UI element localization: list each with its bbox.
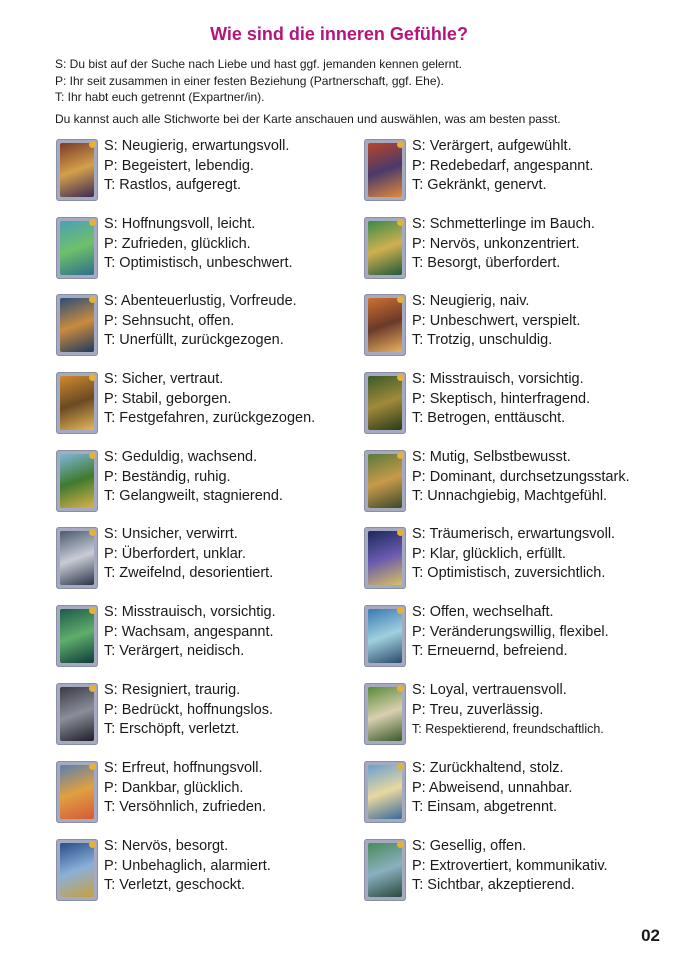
s-text: S: Neugierig, erwartungsvoll.: [104, 138, 290, 154]
p-text: P: Bedrückt, hoffnungslos.: [104, 701, 274, 718]
card-image: [364, 761, 406, 823]
card-left-9: [56, 759, 266, 823]
card-image: [364, 683, 406, 745]
s-text: S: Misstrauisch, vorsichtig.: [104, 604, 276, 620]
s-text: S: Geduldig, wachsend.: [104, 449, 258, 465]
card-image: [56, 139, 98, 201]
p-text: P: Begeistert, lebendig.: [104, 157, 254, 174]
intro-text: Du kannst auch alle Stichworte bei der Karte anschauen und auswählen, was am besten passt.: [55, 112, 561, 126]
p-text: P: Extrovertiert, kommunikativ.: [412, 857, 608, 874]
p-text: P: Nervös, unkonzentriert.: [412, 235, 580, 252]
s-text: S: Neugierig, naiv.: [412, 293, 530, 309]
card-image: [56, 217, 98, 279]
s-text: S: Misstrauisch, vorsichtig.: [412, 371, 584, 387]
p-text: P: Beständig, ruhig.: [104, 468, 231, 485]
p-text: P: Treu, zuverlässig.: [412, 701, 544, 718]
s-text: S: Unsicher, verwirrt.: [104, 526, 238, 542]
s-text: S: Abenteuerlustig, Vorfreude.: [104, 293, 297, 309]
t-text: T: Optimistisch, unbeschwert.: [104, 255, 293, 271]
t-text: T: Versöhnlich, zufrieden.: [104, 799, 267, 815]
t-text: T: Sichtbar, akzeptierend.: [412, 877, 575, 893]
card-image: [364, 294, 406, 356]
t-text: T: Einsam, abgetrennt.: [412, 799, 558, 815]
card-image: [56, 839, 98, 901]
card-left-3: [56, 292, 297, 356]
card-left-7: [56, 603, 276, 667]
card-right-5: [364, 448, 630, 512]
card-image: [56, 294, 98, 356]
card-right-4: [364, 370, 590, 434]
p-text: P: Stabil, geborgen.: [104, 390, 232, 407]
card-image: [364, 217, 406, 279]
s-text: S: Gesellig, offen.: [412, 838, 527, 854]
s-text: S: Schmetterlinge im Bauch.: [412, 216, 595, 232]
s-text: S: Loyal, vertrauensvoll.: [412, 682, 567, 698]
card-right-7: [364, 603, 609, 667]
card-left-1: [56, 137, 289, 201]
t-text: T: Erneuernd, befreiend.: [412, 643, 568, 659]
s-text: S: Nervös, besorgt.: [104, 838, 229, 854]
s-text: S: Offen, wechselhaft.: [412, 604, 554, 620]
s-text: S: Träumerisch, erwartungsvoll.: [412, 526, 616, 542]
p-text: P: Dankbar, glücklich.: [104, 779, 244, 796]
card-right-10: [364, 837, 608, 901]
card-right-3: [364, 292, 580, 356]
t-text: T: Rastlos, aufgeregt.: [104, 177, 242, 193]
card-image: [56, 605, 98, 667]
card-image: [364, 450, 406, 512]
card-image: [56, 683, 98, 745]
t-text: T: Respektierend, freundschaftlich.: [412, 722, 604, 736]
legend: [55, 56, 462, 106]
p-text: P: Sehnsucht, offen.: [104, 312, 235, 329]
t-text: T: Betrogen, enttäuscht.: [412, 410, 566, 426]
card-image: [364, 139, 406, 201]
t-text: T: Besorgt, überfordert.: [412, 255, 561, 271]
card-right-1: [364, 137, 593, 201]
t-text: T: Unnachgiebig, Machtgefühl.: [412, 488, 608, 504]
s-text: S: Erfreut, hoffnungsvoll.: [104, 760, 263, 776]
card-left-2: [56, 215, 293, 279]
p-text: P: Klar, glücklich, erfüllt.: [412, 545, 566, 562]
t-text: T: Zweifelnd, desorientiert.: [104, 565, 274, 581]
t-text: T: Verärgert, neidisch.: [104, 643, 245, 659]
t-text: T: Verletzt, geschockt.: [104, 877, 246, 893]
p-text: P: Abweisend, unnahbar.: [412, 779, 573, 796]
p-text: P: Zufrieden, glücklich.: [104, 235, 251, 252]
legend-partnership: P: Ihr seit zusammen in einer festen Beziehung (Partnerschaft, ggf. Ehe).: [55, 73, 444, 88]
page-title: Wie sind die inneren Gefühle?: [210, 24, 468, 44]
s-text: S: Verärgert, aufgewühlt.: [412, 138, 572, 154]
t-text: T: Festgefahren, zurückgezogen.: [104, 410, 316, 426]
s-text: S: Hoffnungsvoll, leicht.: [104, 216, 256, 232]
s-text: S: Zurückhaltend, stolz.: [412, 760, 564, 776]
legend-separated: T: Ihr habt euch getrennt (Expartner/in).: [55, 90, 265, 104]
card-left-4: [56, 370, 315, 434]
card-right-6: [364, 525, 615, 589]
card-image: [56, 450, 98, 512]
card-image: [364, 372, 406, 434]
card-right-9: [364, 759, 572, 823]
card-image: [56, 761, 98, 823]
p-text: P: Dominant, durchsetzungsstark.: [412, 468, 630, 485]
card-left-8: [56, 681, 273, 745]
s-text: S: Mutig, Selbstbewusst.: [412, 449, 571, 465]
p-text: P: Wachsam, angespannt.: [104, 623, 274, 640]
card-left-10: [56, 837, 271, 901]
card-right-2: [364, 215, 595, 279]
p-text: P: Skeptisch, hinterfragend.: [412, 390, 591, 407]
card-image: [364, 839, 406, 901]
card-image: [56, 527, 98, 589]
t-text: T: Gelangweilt, stagnierend.: [104, 488, 283, 504]
card-right-8: [364, 681, 604, 745]
legend-single: S: Du bist auf der Suche nach Liebe und hast ggf. jemanden kennen gelernt.: [55, 57, 462, 71]
card-image: [364, 605, 406, 667]
t-text: T: Trotzig, unschuldig.: [412, 332, 553, 348]
p-text: P: Überfordert, unklar.: [104, 545, 246, 562]
page-number: 02: [641, 926, 660, 945]
card-left-5: [56, 448, 283, 512]
t-text: T: Unerfüllt, zurückgezogen.: [104, 332, 284, 348]
p-text: P: Unbeschwert, verspielt.: [412, 312, 581, 329]
p-text: P: Redebedarf, angespannt.: [412, 157, 594, 174]
card-image: [364, 527, 406, 589]
s-text: S: Sicher, vertraut.: [104, 371, 224, 387]
card-image: [56, 372, 98, 434]
t-text: T: Optimistisch, zuversichtlich.: [412, 565, 606, 581]
card-left-6: [56, 525, 273, 589]
p-text: P: Unbehaglich, alarmiert.: [104, 857, 271, 874]
p-text: P: Veränderungswillig, flexibel.: [412, 623, 609, 640]
t-text: T: Gekränkt, genervt.: [412, 177, 547, 193]
s-text: S: Resigniert, traurig.: [104, 682, 241, 698]
t-text: T: Erschöpft, verletzt.: [104, 721, 240, 737]
